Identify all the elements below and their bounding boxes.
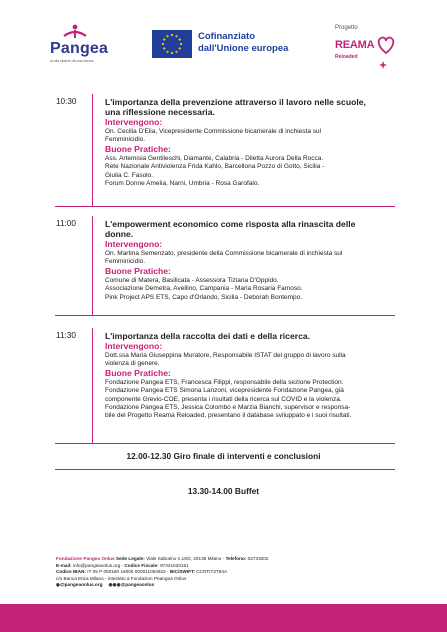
practice-line: Pink Project APS ETS, Capo d'Orlando, Sicilia - Deborah Bontempo.	[105, 293, 303, 301]
session-title-line: una riflessione necessaria.	[105, 107, 215, 117]
practice-line: Rete Nazionale Antiviolenza Frida Kahlo, Barcellona Pozzo di Gotto, Sicilia -	[105, 163, 325, 171]
website-link[interactable]: ◉@pangeaonlus.org	[56, 582, 103, 587]
footer-bic-label: BIC/SWIFT:	[169, 569, 195, 574]
footer-social	[56, 582, 396, 589]
reama-logo	[335, 25, 415, 80]
pangea-name: Pangea	[50, 40, 109, 57]
globe-icon: ◉	[56, 582, 61, 587]
session-title-line: donne.	[105, 229, 134, 239]
horizontal-divider	[55, 315, 395, 316]
footer-cf-value: 97321620151	[160, 562, 189, 568]
practices-label: Buone Pratiche:	[105, 368, 171, 379]
social-icons: ◉◉◉	[108, 582, 121, 587]
footer-sede-value: Viale Sabotino n.19/2, 20135 Milano -	[146, 556, 225, 561]
footer-bic-value: CCRTIT2T84A	[196, 569, 228, 574]
social-handle-link[interactable]: ◉◉◉@pangeaonlus	[108, 582, 155, 587]
reama-name: REAMA	[335, 39, 375, 51]
project-label: Progetto	[335, 25, 358, 31]
pangea-tagline: la vita riparte da una donna	[50, 59, 94, 63]
eu-stars-icon	[152, 30, 192, 58]
practice-line: Giulia C. Fasolo.	[105, 171, 154, 179]
practices-label: Buone Pratiche:	[105, 144, 171, 155]
footer-sede-label: Sede Legale:	[115, 556, 145, 561]
session-1130	[55, 328, 395, 444]
practice-line: componente Grevio-COE, presenta i risultati della ricerca sul COVID e la violenza.	[105, 395, 342, 403]
session-content	[105, 331, 395, 421]
practice-line: Fondazione Pangea ETS, Francesca Filippi, responsabile della sezione Protection.	[105, 378, 344, 386]
practices-label: Buone Pratiche:	[105, 266, 171, 277]
session-content	[105, 219, 395, 302]
horizontal-divider	[55, 469, 395, 470]
speakers-line: Femminicidio.	[105, 135, 146, 143]
vertical-divider	[92, 328, 93, 444]
footer-org: Fondazione Pangea Onlus	[56, 556, 115, 561]
footer-email-value: info@pangeaonlus.org -	[72, 562, 124, 568]
footer-tel-value: 02733202	[247, 556, 269, 561]
speakers-line: Femminicidio.	[105, 257, 146, 265]
page-footer	[56, 556, 396, 589]
heart-icon	[375, 33, 397, 73]
footer-color-bar	[0, 604, 447, 632]
speakers-line: Dott.ssa Maria Giuseppina Muratore, Responsabile ISTAT del gruppo di lavoro sulla	[105, 351, 346, 359]
practice-line: Fondazione Pangea ETS, Jessica Colombo e Marzia Bianchi, supervisor e responsa-	[105, 404, 351, 412]
horizontal-divider	[55, 206, 395, 207]
session-time: 10:30	[56, 97, 77, 106]
eu-text	[198, 31, 288, 55]
page-header	[0, 0, 447, 90]
session-title-line: L'importanza della prevenzione attraverso il lavoro nelle scuole,	[105, 97, 366, 107]
practice-line: Comune di Matera, Basilicata - Assessora Tiziana D'Oppido.	[105, 276, 279, 284]
footer-iban-label: Codice IBAN:	[56, 569, 86, 574]
speakers-label: Intervengono:	[105, 239, 163, 249]
buffet-line: 13.30-14.00 Buffet	[187, 486, 260, 496]
practice-line: Forum Donne Amelia, Narni, Umbria - Rosa Garofalo.	[105, 180, 260, 188]
vertical-divider	[92, 94, 93, 207]
session-content	[105, 97, 395, 188]
session-title-line: L'empowerment economico come risposta alla rinascita delle	[105, 219, 356, 229]
session-time: 11:00	[56, 219, 76, 228]
footer-tel-label: Telefono:	[225, 556, 247, 561]
footer-iban-value: IT 05 P 050180 16000 000011063922 -	[87, 569, 169, 574]
speakers-line: violenza di genere.	[105, 359, 160, 367]
session-title-line: L'importanza della raccolta dei dati e della ricerca.	[105, 331, 311, 341]
eu-flag	[152, 30, 192, 58]
practice-line: Fondazione Pangea ETS Simona Lanzoni, vicepresidente Fondazione Pangea, già	[105, 387, 344, 395]
speakers-line: On. Martina Semenzato, presidente della Commissione bicamerale di inchiesta sul	[105, 249, 343, 257]
session-time: 11:30	[56, 331, 76, 340]
eu-cofunding-logo	[152, 30, 314, 60]
footer-cf-label: Codice Fiscale:	[124, 562, 159, 568]
session-1030	[55, 94, 395, 207]
practice-line: Ass. Artemisia Gentileschi, Diamante, Calabria - Diletta Aurora Della Rocca.	[105, 154, 324, 162]
session-1100	[55, 216, 395, 316]
practice-line: Associazione Demetra, Avellino, Campania - Maria Rosaria Famoso.	[105, 285, 303, 293]
wrap-up-line: 12.00-12.30 Giro finale di interventi e conclusioni	[126, 451, 321, 461]
horizontal-divider	[55, 443, 395, 444]
practice-line: bile del Progetto Reama Reloaded, presentano il database sviluppato e i suoi risultati.	[105, 412, 352, 420]
eu-line-1: Cofinanziato	[198, 31, 255, 42]
footer-email-label: E-mail:	[56, 562, 72, 568]
speakers-label: Intervengono:	[105, 341, 163, 351]
speakers-label: Intervengono:	[105, 117, 163, 127]
vertical-divider	[92, 216, 93, 316]
reama-sub: Reloaded	[335, 54, 358, 60]
eu-line-2: dall'Unione europea	[198, 43, 289, 54]
speakers-line: On. Cecilia D'Elia, Vicepresidente Commissione bicamerale di inchiesta sul	[105, 127, 322, 135]
footer-bank: c/o Banca Etica Milano - intestato a Fondazion Peangea Onlus	[56, 575, 187, 581]
